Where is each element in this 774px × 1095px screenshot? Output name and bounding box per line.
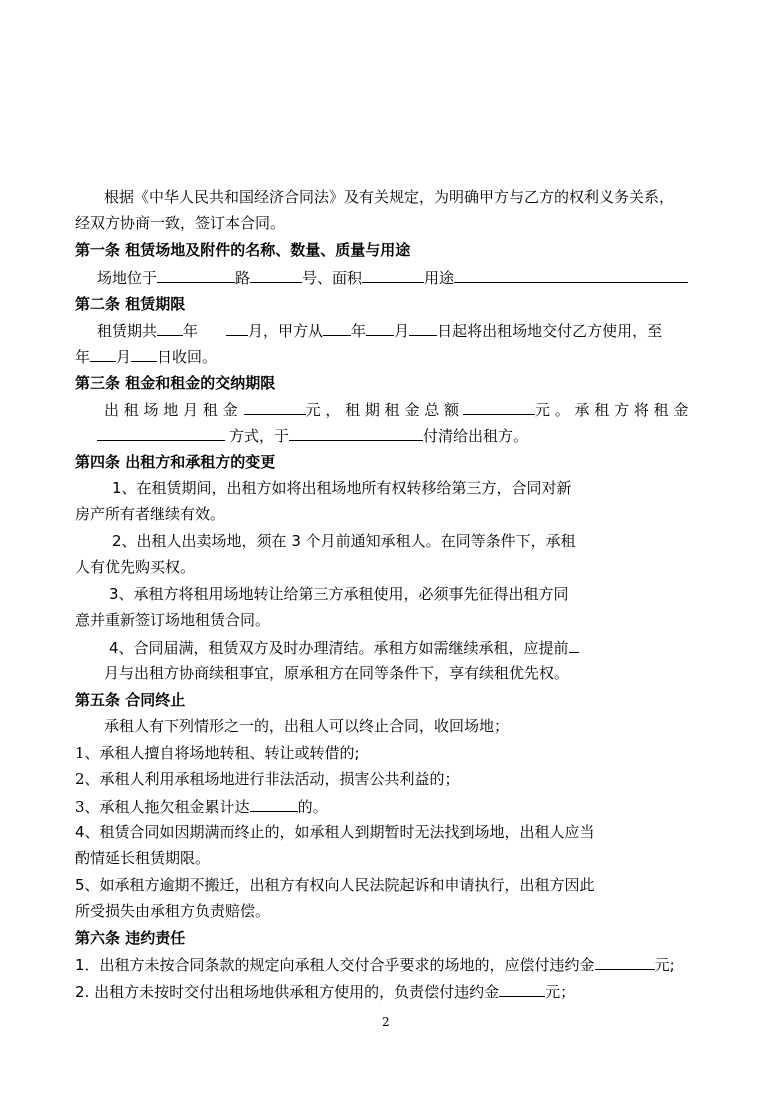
text: 月 <box>394 322 410 340</box>
article-4-item-3: 3、承租方将租用场地转让给第三方承租使用，必须事先征得出租方同 <box>109 585 569 603</box>
article-2-title: 第二条 租赁期限 <box>75 295 186 313</box>
text: 月，甲方从 <box>248 322 324 340</box>
text: 月 <box>116 348 132 366</box>
text: 日收回。 <box>157 348 218 366</box>
text: 场地位于 <box>97 269 158 287</box>
article-2-para-line-1 <box>97 319 662 342</box>
blank-field <box>250 795 298 812</box>
article-4-title: 第四条 出租方和承租方的变更 <box>75 453 276 471</box>
article-4-item-4-cont: 月与出租方协商续租事宜，原承租方在同等条件下，享有续租优先权。 <box>104 664 570 682</box>
blank-field <box>97 424 225 441</box>
text: 年 <box>351 322 367 340</box>
text: 1．出租方未按合同条款的规定向承租人交付合乎要求的场地的，应偿付违约金 <box>75 956 595 974</box>
text: 2. 出租方未按时交付出租场地供承租方使用的，负责偿付违约金 <box>75 983 500 1001</box>
blank-field <box>244 398 306 415</box>
text: 4、合同届满，租赁双方及时办理清结。承租方如需继续承租，应提前 <box>109 639 569 657</box>
text: 年 <box>183 322 199 340</box>
text: 用途 <box>424 269 455 287</box>
article-5-title: 第五条 合同终止 <box>75 691 186 709</box>
blank-field <box>409 319 437 336</box>
article-5-item-5-cont: 所受损失由承租方负责赔偿。 <box>75 902 271 920</box>
text: 的。 <box>297 798 328 816</box>
blank-field <box>463 398 535 415</box>
blank-field <box>595 953 655 970</box>
article-4-item-3-cont: 意并重新签订场地租赁合同。 <box>75 611 271 629</box>
article-2-para-line-2 <box>75 345 217 368</box>
blank-field <box>157 266 235 283</box>
blank-field <box>90 345 116 362</box>
text: 2、 <box>75 770 100 788</box>
article-5-item-1 <box>75 742 360 764</box>
article-4-item-2-cont: 人有优先购买权。 <box>75 558 196 576</box>
article-4-item-1: 1、在租赁期间，出租方如将出租场地所有权转移给第三方，合同对新 <box>112 479 572 497</box>
blank-field <box>226 319 248 336</box>
blank-field <box>131 345 157 362</box>
text: 付清给出租方。 <box>423 427 529 445</box>
text: 方式，于 <box>229 427 290 445</box>
blank-field <box>157 319 183 336</box>
text: 元； <box>545 983 576 1001</box>
article-5-item-5: 5、如承租方逾期不搬迁，出租方有权向人民法院起诉和申请执行，出租方因此 <box>75 876 595 894</box>
text: 1、 <box>75 744 100 762</box>
blank-field <box>499 980 545 997</box>
article-5-item-4-cont: 酌情延长租赁期限。 <box>75 849 211 867</box>
blank-field <box>250 266 302 283</box>
article-5-item-3 <box>75 795 328 818</box>
text: 租赁期共 <box>97 322 158 340</box>
text: 年 <box>75 348 91 366</box>
text: 元; <box>654 956 675 974</box>
blank-field <box>454 266 688 283</box>
text: 承租人拖欠租金累计达 <box>99 798 250 816</box>
blank-field <box>362 266 424 283</box>
article-4-item-4 <box>109 636 579 659</box>
article-1-para <box>97 266 688 289</box>
article-3-para-line-2 <box>97 424 528 447</box>
text: 承租人利用承租场地进行非法活动，损害公共利益的； <box>99 770 460 788</box>
intro-line-2: 经双方协商一致，签订本合同。 <box>75 214 286 232</box>
text: 号、面积 <box>302 269 363 287</box>
blank-field <box>366 319 394 336</box>
intro-line-1: 根据《中华人民共和国经济合同法》及有关规定，为明确甲方与乙方的权利义务关系， <box>104 188 675 206</box>
article-5-item-2 <box>75 768 460 790</box>
article-1-title: 第一条 租赁场地及附件的名称、数量、质量与用途 <box>75 241 411 259</box>
text: 出 租 场 地 月 租 金 <box>104 401 238 419</box>
text: 承租人擅自将场地转租、转让或转借的; <box>99 744 360 762</box>
article-3-title: 第三条 租金和租金的交纳期限 <box>75 374 276 392</box>
text: 3、 <box>75 798 100 816</box>
blank-field <box>289 424 423 441</box>
article-6-title: 第六条 违约责任 <box>75 929 186 947</box>
article-4-item-1-cont: 房产所有者继续有效。 <box>75 505 226 523</box>
article-5-item-4: 4、租赁合同如因期满而终止的，如承租人到期暂时无法找到场地，出租人应当 <box>75 823 595 841</box>
blank-field <box>569 636 579 653</box>
text: 日起将出租场地交付乙方使用，至 <box>437 322 663 340</box>
article-5-intro: 承租人有下列情形之一的，出租人可以终止合同，收回场地； <box>104 717 510 735</box>
text: 元 ， 租 期 租 金 总 额 <box>305 401 459 419</box>
article-6-item-1 <box>75 953 675 976</box>
article-4-item-2: 2、出租人出卖场地，须在 3 个月前通知承租人。在同等条件下，承租 <box>112 532 576 550</box>
article-6-item-2 <box>75 980 575 1003</box>
page-number: 2 <box>382 1015 390 1029</box>
text: 路 <box>235 269 251 287</box>
text: 元 。 承 租 方 将 租 金 <box>535 401 689 419</box>
blank-field <box>323 319 351 336</box>
article-3-para-line-1 <box>104 398 688 421</box>
